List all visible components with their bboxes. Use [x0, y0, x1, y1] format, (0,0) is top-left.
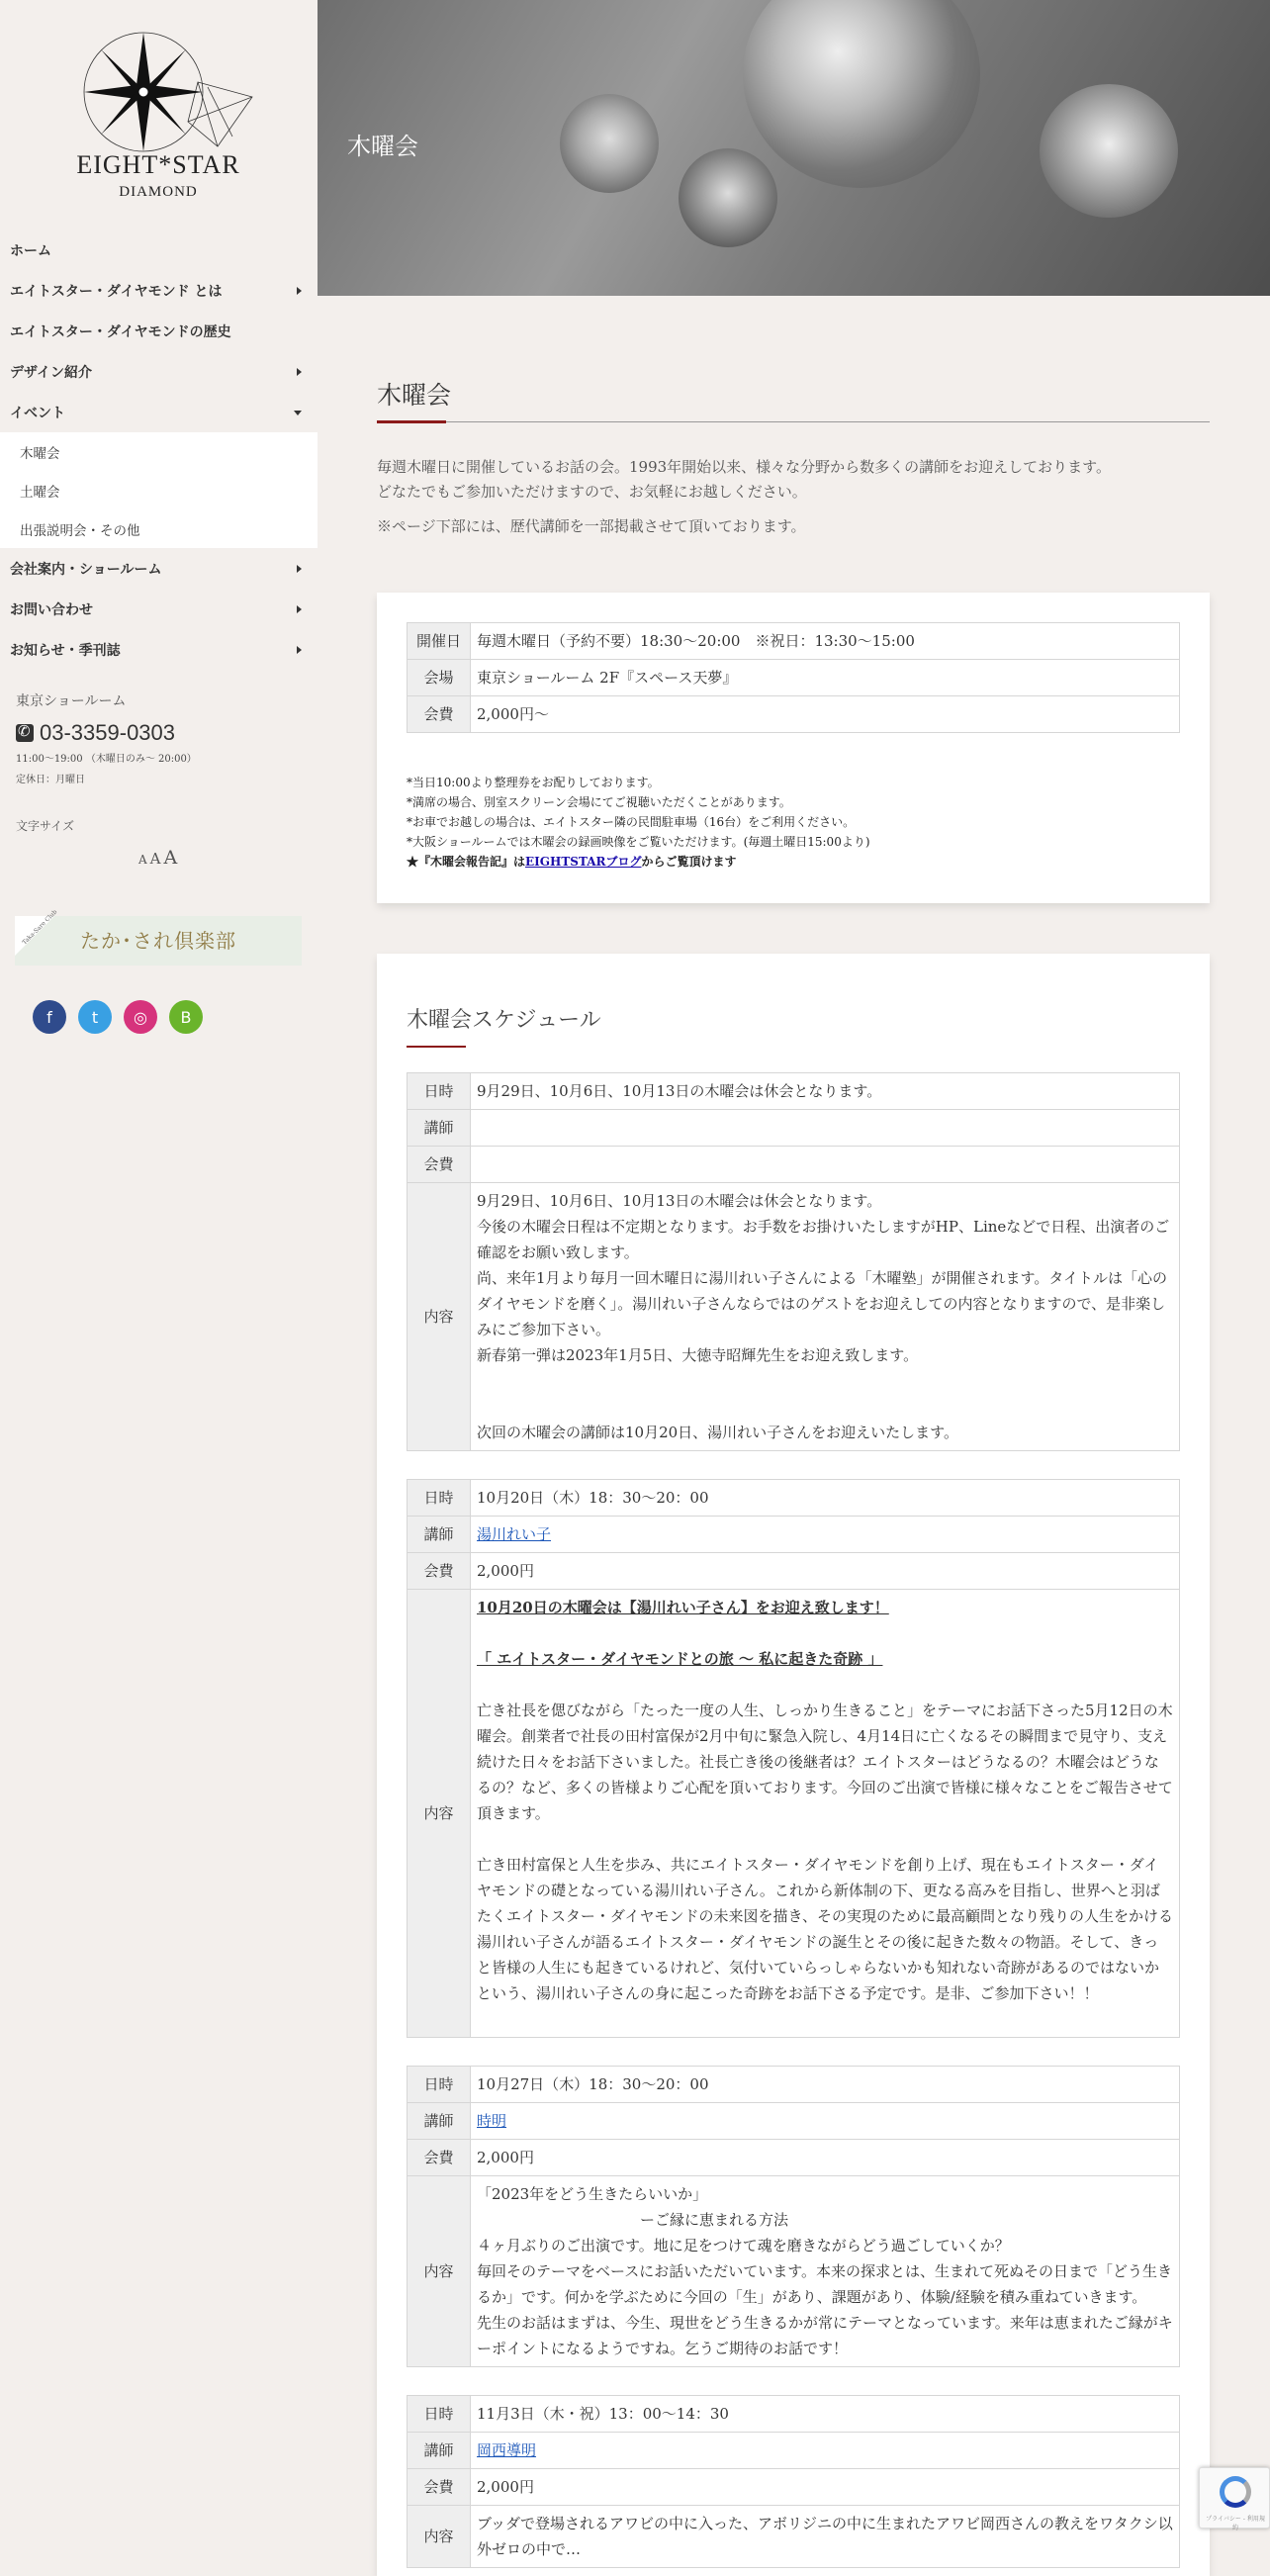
hero-banner [318, 0, 1270, 296]
eightstar-logo[interactable] [49, 28, 267, 206]
intro-note: ※ページ下部には、歴代講師を一部掲載させて頂いております。 [377, 517, 806, 535]
recaptcha-badge[interactable] [1199, 2467, 1270, 2529]
table-row [408, 1183, 1180, 1451]
banner-text: たか･され倶楽部 [80, 929, 236, 953]
table-header-cell: 会費 [408, 1147, 471, 1183]
content-spacer [477, 1394, 1173, 1420]
table-row [408, 2506, 1180, 2568]
chevron-right-icon[interactable] [297, 368, 302, 376]
table-row [408, 2176, 1180, 2367]
hero-title: 木曜会 [347, 133, 418, 160]
table-row [408, 1480, 1180, 1517]
content-line: 毎回そのテーマをベースにお話いただいています。本来の探求とは、生まれて死ぬその日まで「どう生きるか」です。何かを学ぶために今回の「生」があり、課題があり、体験/経験を積み重ねていきます。 [477, 2262, 1173, 2306]
table-header-cell: 日時 [408, 1480, 471, 1517]
content-headline: 「 エイトスター・ダイヤモンドとの旅 〜 私に起きた奇跡 」 [477, 1650, 883, 1668]
note-line: *お車でお越しの場合は、エイトスター隣の民間駐車場（16台）をご利用ください。 [407, 815, 856, 829]
event-content [471, 2506, 1180, 2568]
nav-subitem-thursday[interactable] [0, 432, 318, 471]
intro-text [377, 455, 1210, 539]
diamond-image [1040, 84, 1178, 218]
table-row [408, 1517, 1180, 1553]
note-line: *大阪ショールームでは木曜会の録画映像をご覧いただけます。(毎週土曜日15:00より) [407, 835, 870, 849]
showroom-label: 東京ショールーム [16, 693, 127, 709]
note-line: *当日10:00より整理券をお配りしております。 [407, 776, 660, 789]
schedule-table [407, 2066, 1180, 2367]
schedule-table [407, 1479, 1180, 2038]
info-table [407, 622, 1180, 733]
table-header-cell: 会費 [408, 696, 471, 733]
table-header-cell: 会費 [408, 1553, 471, 1590]
event-date: 10月20日（木）18：30〜20：00 [471, 1480, 1180, 1517]
font-size-label: 文字サイズ [16, 819, 75, 833]
table-header-cell: 内容 [408, 2506, 471, 2568]
event-speaker [471, 1110, 1180, 1147]
intro-line: どなたでもご参加いただけますので、お気軽にお越しください。 [377, 483, 807, 501]
event-content [471, 2176, 1180, 2367]
table-row [408, 1553, 1180, 1590]
table-header-cell: 日時 [408, 2067, 471, 2103]
takasare-club-banner[interactable] [15, 908, 302, 966]
event-date: 10月27日（木）18：30〜20：00 [471, 2067, 1180, 2103]
title-divider [377, 421, 1210, 422]
content-line: ーご縁に恵まれる方法 [477, 2211, 789, 2229]
content-spacer [477, 1368, 1173, 1394]
table-header-cell: 日時 [408, 2396, 471, 2433]
event-date: 9月29日、10月6日、10月13日の木曜会は休会となります。 [471, 1073, 1180, 1110]
facebook-icon[interactable]: f [33, 1000, 66, 1034]
nav-item-home[interactable] [0, 230, 318, 270]
table-row [408, 2140, 1180, 2176]
nav-subitem-seminar[interactable] [0, 509, 318, 548]
schedule-title: 木曜会スケジュール [407, 1008, 601, 1033]
event-date: 11月3日（木・祝）13：00〜14：30 [471, 2396, 1180, 2433]
table-header-cell: 内容 [408, 1183, 471, 1451]
event-speaker-cell [471, 2103, 1180, 2140]
eightstar-logo-icon [49, 28, 267, 156]
showroom-hours: 11:00〜19:00 （木曜日のみ〜 20:00） [16, 754, 197, 765]
table-header-cell: 会場 [408, 660, 471, 696]
phone-number[interactable] [16, 720, 303, 746]
chevron-right-icon[interactable] [297, 565, 302, 573]
recaptcha-text: プライバシー - 利用規約 [1206, 2516, 1265, 2531]
chevron-right-icon[interactable] [297, 605, 302, 613]
showroom-info [16, 690, 303, 785]
sidebar [0, 0, 318, 2540]
showroom-closed: 定休日：月曜日 [16, 775, 85, 785]
content-paragraph: 亡き社長を偲びながら「たった一度の人生、しっかり生きること」をテーマにお話下さった5月12日の木曜会。創業者で社長の田村富保が2月中旬に緊急入院し、4月14日に亡くなるその瞬間まで見守り、支え続けた日々をお話下さいました。社長亡き後の後継者は？エイトスターはどうなるの？木曜会はどうなるの？など、多くの皆様よりご心配を頂いております。今回のご出演で皆様に様々なことをご報告させて頂きます。 [477, 1702, 1173, 1822]
event-fee: 2,000円 [471, 2140, 1180, 2176]
table-cell: 毎週木曜日（予約不要）18:30〜20:00 ※祝日：13:30〜15:00 [471, 623, 1180, 660]
table-row [408, 2103, 1180, 2140]
event-content [471, 1590, 1180, 2038]
twitter-icon[interactable]: t [78, 1000, 112, 1034]
font-size-medium-button[interactable]: A [149, 850, 161, 868]
recaptcha-icon [1220, 2476, 1251, 2508]
info-notes [407, 773, 1180, 872]
schedule-table [407, 2395, 1180, 2568]
table-row [408, 696, 1180, 733]
speaker-link[interactable]: 岡西導明 [477, 2441, 537, 2459]
table-row [408, 660, 1180, 696]
social-links [33, 1000, 203, 1034]
content-line: 次回の木曜会の講師は10月20日、湯川れい子さんをお迎えいたします。 [477, 1424, 958, 1441]
blog-link[interactable]: EIGHTSTARブログ [525, 855, 642, 869]
schedule-table [407, 1072, 1180, 1451]
event-content [471, 1183, 1180, 1451]
table-row [408, 2433, 1180, 2469]
nav-item-event[interactable] [0, 392, 318, 432]
table-row [408, 1590, 1180, 2038]
sidebar-nav [0, 230, 318, 670]
event-speaker-cell [471, 2433, 1180, 2469]
content-line: 新春第一弾は2023年1月5日、大徳寺昭輝先生をお迎え致します。 [477, 1346, 919, 1364]
content-line: 今後の木曜会日程は不定期となります。お手数をお掛けいたしますがHP、Lineなどで日程、出演者のご確認をお願い致します。 [477, 1218, 1170, 1261]
nav-item-label: デザイン紹介 [10, 364, 93, 381]
info-card [377, 593, 1210, 903]
schedule-accent [407, 1046, 466, 1048]
table-header-cell: 開催日 [408, 623, 471, 660]
nav-item-label: ホーム [10, 242, 51, 259]
instagram-icon[interactable]: ◎ [124, 1000, 157, 1034]
content-line: 9月29日、10月6日、10月13日の木曜会は休会となります。 [477, 1192, 882, 1210]
table-row [408, 623, 1180, 660]
diamond-image [743, 0, 980, 188]
content-spacer [477, 1620, 1173, 1646]
content-line: 尚、来年1月より毎月一回木曜日に湯川れい子さんによる「木曜塾」が開催されます。タイトルは「心のダイヤモンドを磨く」。湯川れい子さんならではのゲストをお迎えしての内容となりますので、是非楽しみにご参加下さい。 [477, 1269, 1168, 1338]
table-header-cell: 内容 [408, 1590, 471, 2038]
table-header-cell: 内容 [408, 2176, 471, 2367]
diamond-image [560, 94, 659, 193]
nav-subitem-label: 木曜会 [20, 445, 60, 462]
table-row [408, 2469, 1180, 2506]
nav-item-label: エイトスター・ダイヤモンド とは [10, 283, 223, 300]
nav-item-company[interactable] [0, 548, 318, 589]
chevron-right-icon[interactable] [297, 646, 302, 654]
nav-item-label: イベント [10, 405, 65, 421]
page-title: 木曜会 [377, 381, 452, 410]
table-row [408, 2396, 1180, 2433]
title-accent [377, 420, 446, 423]
speaker-link[interactable]: 時明 [477, 2112, 507, 2130]
speaker-link[interactable]: 湯川れい子 [477, 1525, 552, 1543]
note-line: *満席の場合、別室スクリーン会場にてご視聴いただくことがあります。 [407, 795, 791, 809]
banner-ribbon-text: Taka-Sare Club [21, 908, 59, 947]
content-spacer [477, 1826, 1173, 1852]
content-spacer [477, 1672, 1173, 1698]
table-cell: 2,000円〜 [471, 696, 1180, 733]
table-cell: 東京ショールーム 2F『スペース天夢』 [471, 660, 1180, 696]
content-headline: 10月20日の木曜会は【湯川れい子さん】をお迎え致します！ [477, 1599, 889, 1616]
blog-icon[interactable]: B [169, 1000, 203, 1034]
nav-subitem-label: 出張説明会・その他 [20, 522, 140, 539]
table-header-cell: 会費 [408, 2469, 471, 2506]
nav-item-about[interactable] [0, 270, 318, 311]
table-header-cell: 講師 [408, 1517, 471, 1553]
blog-note-post: からご覧頂けます [641, 855, 737, 869]
table-header-cell: 講師 [408, 2433, 471, 2469]
nav-item-label: お知らせ・季刊誌 [10, 642, 121, 659]
nav-item-news[interactable] [0, 629, 318, 670]
table-header-cell: 会費 [408, 2140, 471, 2176]
logo-wordmark: EIGHT*STAR [76, 150, 240, 179]
font-size-small-button[interactable]: A [138, 853, 147, 867]
event-fee: 2,000円 [471, 1553, 1180, 1590]
content-paragraph: 亡き田村富保と人生を歩み、共にエイトスター・ダイヤモンドを創り上げ、現在もエイトスター・ダイヤモンドの礎となっている湯川れい子さん。これから新体制の下、更なる高みを目指し、世界へと羽ばたくエイトスター・ダイヤモンドの未来図を描き、その実現のために最高顧問となり残りの人生をかける湯川れい子さんが語るエイトスター・ダイヤモンドの誕生とその後に起きた数々の物語。そして、きっと皆様の人生にも起きているけれど、気付いていらっしゃらないかも知れない奇跡があるのではないかという、湯川れい子さんの身に起こった奇跡をお話下さる予定です。是非、ご参加下さい！！ [477, 1856, 1173, 2002]
table-row [408, 2067, 1180, 2103]
chevron-right-icon[interactable] [297, 287, 302, 295]
nav-item-history[interactable] [0, 311, 318, 351]
font-size-large-button[interactable]: A [163, 847, 178, 869]
blog-note [407, 852, 1180, 872]
event-fee: 2,000円 [471, 2469, 1180, 2506]
table-row [408, 1110, 1180, 1147]
event-speaker-cell [471, 1517, 1180, 1553]
nav-item-label: お問い合わせ [10, 601, 93, 618]
phone-icon [16, 724, 34, 742]
schedule-card [377, 954, 1210, 2576]
nav-subitem-label: 土曜会 [20, 484, 60, 501]
blog-note-pre: ★『木曜会報告記』は [407, 855, 526, 869]
content-line: 「2023年をどう生きたらいいか」 [477, 2185, 708, 2203]
phone-number-text: 03-3359-0303 [40, 720, 176, 745]
nav-item-contact[interactable] [0, 589, 318, 629]
content-spacer [477, 2006, 1173, 2032]
content-line: ブッダで登場されるアワビの中に入った、アボリジニの中に生まれたアワビ岡西さんの教えをワタクシ以外ゼロの中で… [477, 2515, 1173, 2558]
nav-item-design[interactable] [0, 351, 318, 392]
event-fee [471, 1147, 1180, 1183]
event-submenu [0, 432, 318, 548]
table-header-cell: 日時 [408, 1073, 471, 1110]
nav-item-label: 会社案内・ショールーム [10, 561, 162, 578]
font-size-switcher [138, 847, 177, 869]
table-header-cell: 講師 [408, 1110, 471, 1147]
nav-subitem-saturday[interactable] [0, 471, 318, 509]
table-row [408, 1073, 1180, 1110]
content-line: 先生のお話はまずは、今生、現世をどう生きるかが常にテーマとなっています。来年は恵まれたご縁がキーポイントになるようですね。乞うご期待のお話です！ [477, 2314, 1173, 2357]
table-row [408, 1147, 1180, 1183]
logo-subtitle: DIAMOND [119, 184, 198, 200]
content-line: ４ヶ月ぶりのご出演です。地に足をつけて魂を磨きながらどう過ごしていくか？ [477, 2237, 1010, 2254]
intro-line: 毎週木曜日に開催しているお話の会。1993年開始以来、様々な分野から数多くの講師をお迎えしております。 [377, 458, 1111, 476]
diamond-image [679, 148, 777, 247]
table-header-cell: 講師 [408, 2103, 471, 2140]
nav-item-label: エイトスター・ダイヤモンドの歴史 [10, 323, 231, 340]
chevron-down-icon[interactable] [294, 411, 302, 415]
